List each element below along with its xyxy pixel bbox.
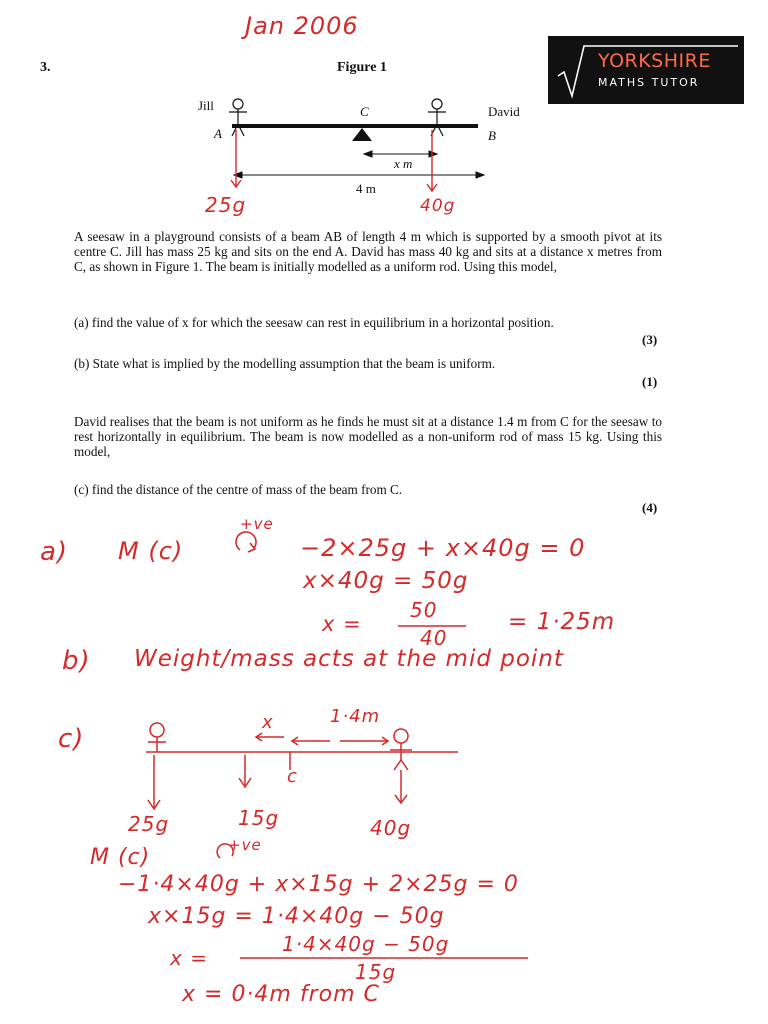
solution-c-w15: 15g [238,806,280,830]
part-b-marks: (1) [642,374,658,389]
solution-a-line2: x×40g = 50g [303,568,469,594]
solution-a-line1: −2×25g + x×40g = 0 [300,534,586,562]
logo-line2: MATHS TUTOR [598,76,700,89]
solution-c-label: c) [58,724,85,754]
solution-a-label: a) [40,537,69,567]
david-figure-icon [428,99,446,136]
solution-a-line3-den: 40 [420,626,448,650]
pivot-triangle-icon [352,128,372,141]
figure-title: Figure 1 [337,60,387,75]
solution-c-w25: 25g [128,812,170,836]
question-part-b: (b) State what is implied by the modelling assumption that the beam is uniform. [74,356,496,371]
part-c-marks: (4) [642,500,658,515]
solution-a-moment: M (c) [118,537,184,565]
question-part-c: (c) find the distance of the centre of mass of the beam from C. [74,482,403,497]
length-arrow [234,172,484,178]
solution-c-moment: M (c) [90,845,151,870]
logo-line1: YORKSHIRE [598,50,711,72]
figure-weight-arrows [231,130,437,191]
figure-david-weight: 40g [420,196,456,216]
solution-c-ve: +ve [228,836,262,854]
solution-c-line2: x×15g = 1·4×40g − 50g [148,904,445,929]
solution-a-ve: +ve [240,515,274,533]
part-a-marks: (3) [642,332,658,347]
question-number: 3. [40,60,51,75]
figure-a-label: A [214,126,222,141]
jill-figure-icon [229,99,247,136]
solution-c-line3-lhs: x = [170,946,208,970]
solution-a-line3-rhs: = 1·25m [508,609,616,635]
figure-length-label: 4 m [356,181,376,196]
figure-david-label: David [488,104,520,119]
figure-c-label: C [360,104,369,119]
question-part-a: (a) find the value of x for which the seesaw can rest in equilibrium in a horizontal position. [74,315,554,330]
x-distance-arrow [364,151,437,157]
solution-c-line1: −1·4×40g + x×15g + 2×25g = 0 [118,872,519,897]
figure-x-label: x m [394,156,413,171]
solution-c-line3-num: 1·4×40g − 50g [282,932,450,956]
question-intro: A seesaw in a playground consists of a beam AB of length 4 m which is supported by a smooth pivot at its centre C. Jill has mass 25 kg and sits on the end A. David has mass 40 kg and sits at a distance x metres from C, as shown in Figure 1. The beam is initially modelled as a uniform rod. Using this model, [74,229,662,274]
solution-b-text: Weight/mass acts at the mid point [134,646,564,672]
figure-jill-weight: 25g [205,193,247,217]
figure-b-label: B [488,128,496,143]
solution-c-x: x [262,712,274,733]
solution-c-diagram [146,723,458,809]
solution-c-line4: x = 0·4m from C [182,982,380,1007]
solution-c-14m: 1·4m [330,706,381,727]
solution-c-pivot-label: c [287,766,298,787]
solution-a-line3-num: 50 [410,598,438,622]
solution-b-label: b) [62,646,91,676]
solution-c-w40: 40g [370,816,412,840]
question-middle: David realises that the beam is not uniform as he finds he must sit at a distance 1.4 m from C for the seesaw to rest horizontally in equilibrium. The beam is now modelled as a non-uniform rod of mass 15 kg. Using this model, [74,414,662,459]
figure-jill-label: Jill [198,98,214,113]
solution-c-line3-den: 15g [355,960,397,984]
solution-a-line3-lhs: x = [322,612,362,636]
handwritten-date: Jan 2006 [245,12,359,40]
